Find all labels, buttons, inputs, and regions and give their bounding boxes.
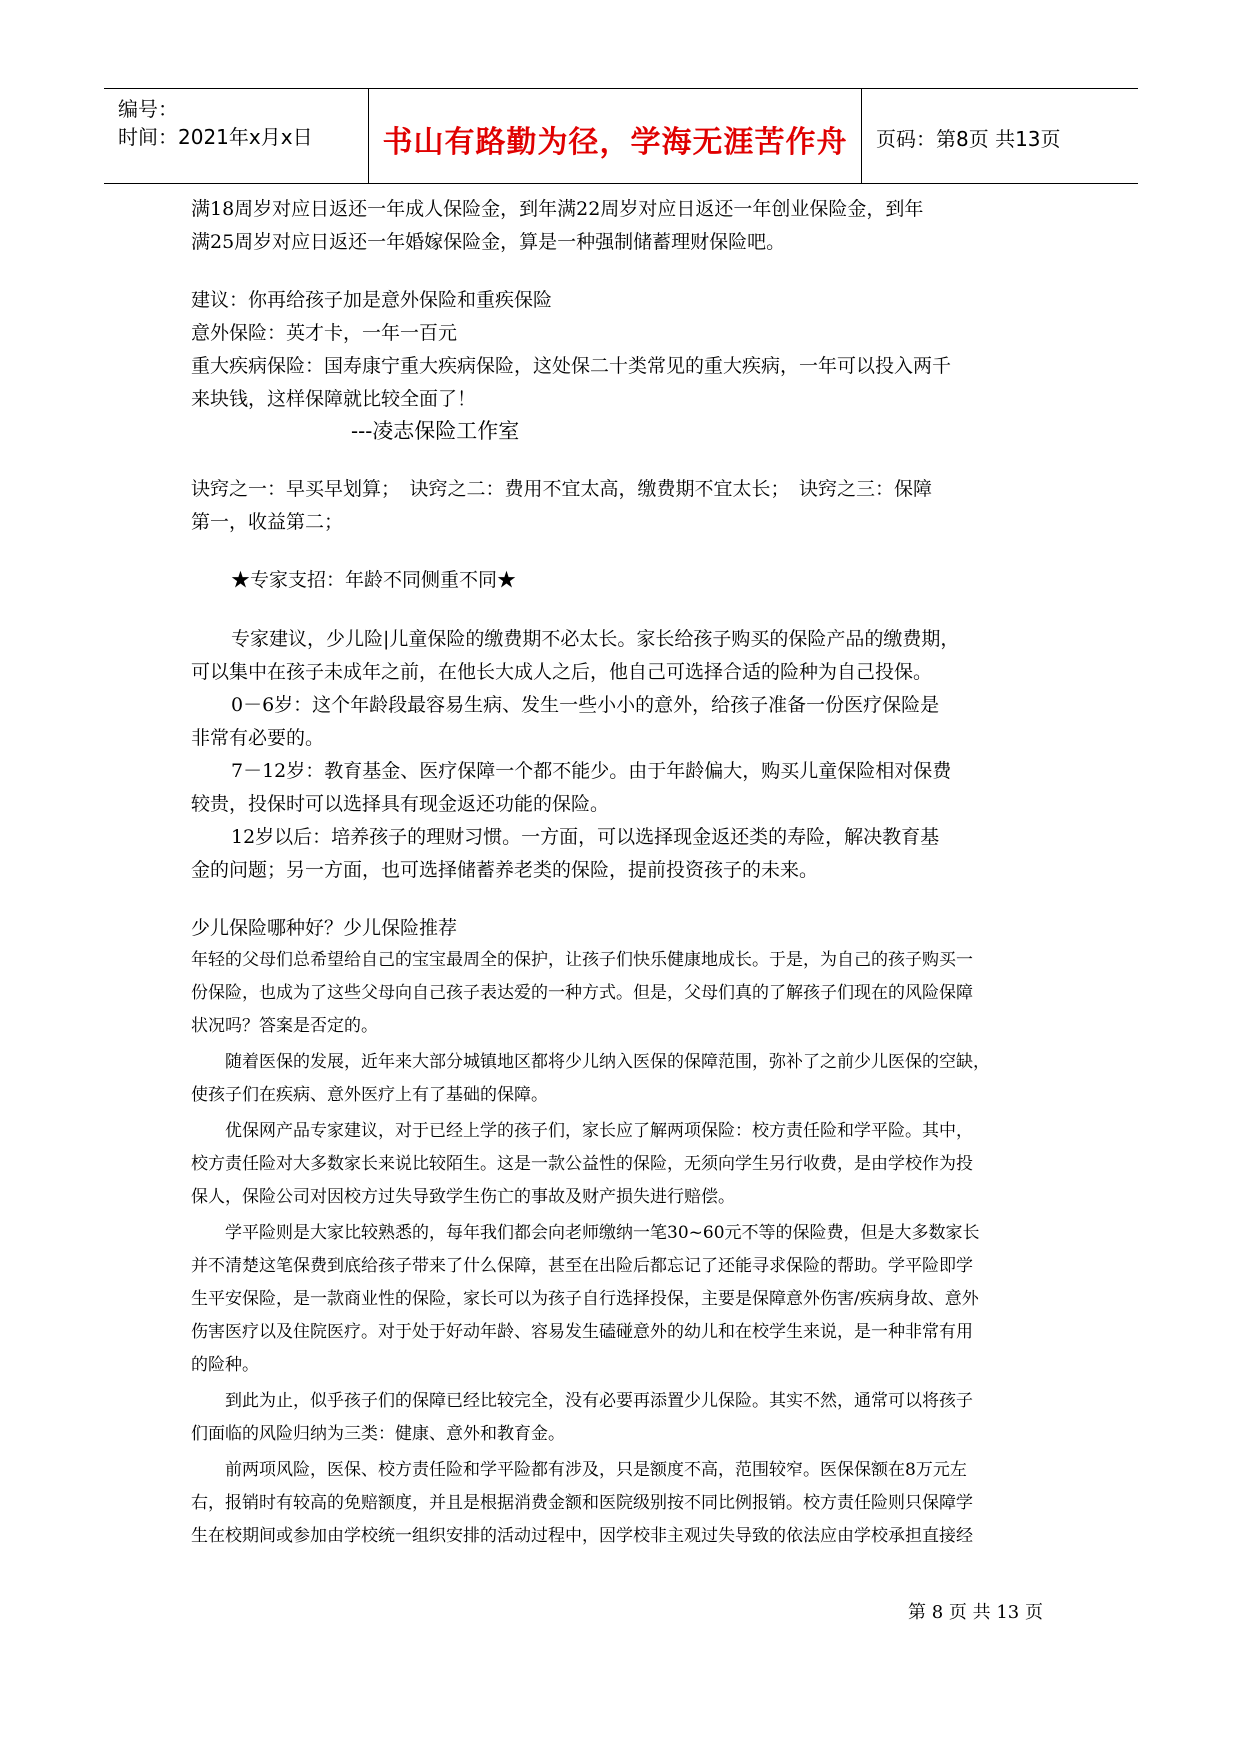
header-motto: 书山有路勤为径，学海无涯苦作舟 xyxy=(382,125,848,160)
body-line: 优保网产品专家建议，对于已经上学的孩子们，家长应了解两项保险：校方责任险和学平险。其中， xyxy=(225,1121,973,1141)
body-line: 学平险则是大家比较熟悉的，每年我们都会向老师缴纳一笔30~60元不等的保险费，但是大多数家长 xyxy=(225,1223,980,1243)
header-motto-cell xyxy=(368,89,862,183)
body-line: 保人，保险公司对因校方过失导致学生伤亡的事故及财产损失进行赔偿。 xyxy=(191,1187,735,1207)
body-line: 生在校期间或参加由学校统一组织安排的活动过程中，因学校非主观过失导致的依法应由学校承担直接经 xyxy=(191,1526,973,1546)
body-line: 满18周岁对应日返还一年成人保险金，到年满22周岁对应日返还一年创业保险金，到年 xyxy=(191,198,924,220)
body-line: 满25周岁对应日返还一年婚嫁保险金，算是一种强制储蓄理财保险吧。 xyxy=(191,231,786,253)
body-line: 使孩子们在疾病、意外医疗上有了基础的保障。 xyxy=(191,1085,548,1105)
body-line: 可以集中在孩子未成年之前，在他长大成人之后，他自己可选择合适的险种为自己投保。 xyxy=(191,661,933,683)
body-line: 第一，收益第二； xyxy=(191,511,344,533)
body-line: 生平安保险，是一款商业性的保险，家长可以为孩子自行选择投保，主要是保障意外伤害/疾病身故、意外 xyxy=(191,1289,979,1309)
body-line: 伤害医疗以及住院医疗。对于处于好动年龄、容易发生磕碰意外的幼儿和在校学生来说，是一种非常有用 xyxy=(191,1322,973,1342)
header-meta xyxy=(104,89,368,183)
body-line: 来块钱，这样保障就比较全面了！ xyxy=(191,388,477,410)
document-time-label: 时间：2021年x月x日 xyxy=(118,125,313,149)
body-line: 的险种。 xyxy=(191,1355,259,1375)
body-line: 意外保险：英才卡，一年一百元 xyxy=(191,322,458,344)
body-line: 并不清楚这笔保费到底给孩子带来了什么保障，甚至在出险后都忘记了还能寻求保险的帮助。学平险即学 xyxy=(191,1256,973,1276)
body-line: 随着医保的发展，近年来大部分城镇地区都将少儿纳入医保的保障范围，弥补了之前少儿医保的空缺， xyxy=(225,1052,990,1072)
body-line: 0－6岁：这个年龄段最容易生病、发生一些小小的意外，给孩子准备一份医疗保险是 xyxy=(231,694,940,716)
signature-line: ---凌志保险工作室 xyxy=(351,419,520,443)
section-heading: 少儿保险哪种好？少儿保险推荐 xyxy=(191,917,458,939)
page-footer-number: 第 8 页 共 13 页 xyxy=(908,1602,1043,1623)
body-line: 专家建议，少儿险|儿童保险的缴费期不必太长。家长给孩子购买的保险产品的缴费期， xyxy=(231,628,960,650)
body-line: 份保险，也成为了这些父母向自己孩子表达爱的一种方式。但是，父母们真的了解孩子们现在的风险保障 xyxy=(191,983,973,1003)
body-line: 重大疾病保险：国寿康宁重大疾病保险，这处保二十类常见的重大疾病，一年可以投入两千 xyxy=(191,355,952,377)
body-line: 前两项风险，医保、校方责任险和学平险都有涉及，只是额度不高，范围较窄。医保保额在8万元左 xyxy=(225,1460,967,1480)
body-line: 建议：你再给孩子加是意外保险和重疾保险 xyxy=(191,289,553,311)
body-line: 状况吗？答案是否定的。 xyxy=(191,1016,378,1036)
body-line: 金的问题；另一方面，也可选择储蓄养老类的保险，提前投资孩子的未来。 xyxy=(191,859,819,881)
body-line: 较贵，投保时可以选择具有现金返还功能的保险。 xyxy=(191,793,610,815)
body-line: 到此为止，似乎孩子们的保障已经比较完全，没有必要再添置少儿保险。其实不然，通常可以将孩子 xyxy=(225,1391,973,1411)
document-number-label: 编号： xyxy=(118,97,178,121)
header-page-cell xyxy=(862,89,1138,183)
body-line: 右，报销时有较高的免赔额度，并且是根据消费金额和医院级别按不同比例报销。校方责任险则只保障学 xyxy=(191,1493,973,1513)
header-page-number: 页码：第8页 共13页 xyxy=(876,127,1061,151)
page-header xyxy=(104,88,1138,184)
body-line: 7－12岁：教育基金、医疗保障一个都不能少。由于年龄偏大，购买儿童保险相对保费 xyxy=(231,760,952,782)
body-line: 12岁以后：培养孩子的理财习惯。一方面，可以选择现金返还类的寿险，解决教育基 xyxy=(231,826,940,848)
body-line: 们面临的风险归纳为三类：健康、意外和教育金。 xyxy=(191,1424,565,1444)
body-line: 年轻的父母们总希望给自己的宝宝最周全的保护，让孩子们快乐健康地成长。于是，为自己的孩子购买一 xyxy=(191,950,973,970)
body-line: 非常有必要的。 xyxy=(191,727,325,749)
body-line: 诀窍之一：早买早划算； 诀窍之二：费用不宜太高，缴费期不宜太长； 诀窍之三：保障 xyxy=(191,478,933,500)
body-line: 校方责任险对大多数家长来说比较陌生。这是一款公益性的保险，无须向学生另行收费，是由学校作为投 xyxy=(191,1154,973,1174)
section-heading: ★专家支招：年龄不同侧重不同★ xyxy=(231,569,517,591)
